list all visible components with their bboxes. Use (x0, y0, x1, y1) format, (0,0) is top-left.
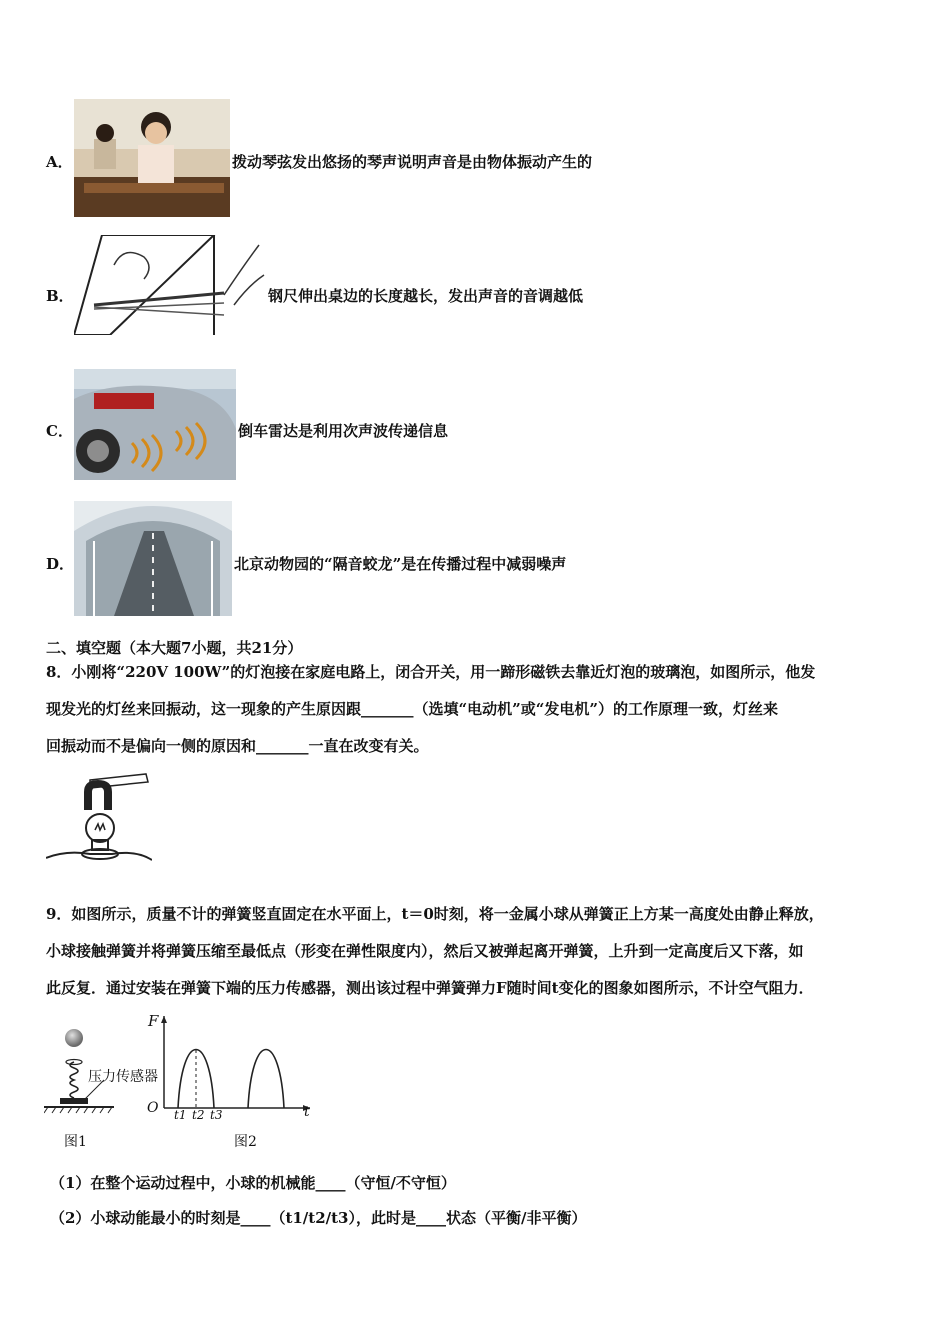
q9-sub1: （1）在整个运动过程中，小球的机械能____（守恒/不守恒） (50, 1174, 456, 1192)
t2-label: t2 (192, 1108, 205, 1122)
origin-label: O (147, 1100, 159, 1116)
option-d-text: 北京动物园的“隔音蛟龙”是在传播过程中减弱噪声 (234, 555, 567, 573)
q8-line2: 现发光的灯丝来回振动，这一现象的产生原因跟_______（选填“电动机”或“发电机”）的工作原理一致，灯丝来 (46, 700, 779, 718)
q8-line3: 回振动而不是偏向一侧的原因和_______一直在改变有关。 (46, 737, 429, 755)
option-a-letter: A． (46, 153, 73, 171)
option-d-letter: D． (46, 555, 75, 573)
sensor-label: 压力传感器 (88, 1069, 158, 1085)
option-c-text: 倒车雷达是利用次声波传递信息 (238, 422, 449, 440)
car-radar-photo (74, 369, 236, 480)
axis-f-label: F (148, 1012, 159, 1030)
option-c-letter: C． (46, 422, 73, 440)
guzheng-photo (74, 99, 230, 217)
q9-line1: 9．如图所示，质量不计的弹簧竖直固定在水平面上，t＝0时刻，将一金属小球从弹簧正上方某一高度处由静止释放， (46, 905, 824, 923)
q9-line3: 此反复．通过安装在弹簧下端的压力传感器，测出该过程中弹簧弹力F随时间t变化的图象如图所示，不计空气阻力． (46, 979, 814, 997)
option-b-letter: B． (46, 287, 74, 305)
option-b-text: 钢尺伸出桌边的长度越长，发出声音的音调越低 (268, 287, 584, 305)
metal-ball (65, 1029, 83, 1047)
q8-text (46, 654, 906, 765)
option-a-text: 拨动琴弦发出悠扬的琴声说明声音是由物体振动产生的 (232, 153, 593, 171)
noise-tunnel-photo (74, 501, 232, 616)
magnet-bulb-figure (46, 770, 152, 868)
q9-text (46, 896, 906, 1007)
figure-2-label: 图2 (234, 1134, 257, 1150)
ruler-table-drawing (74, 235, 270, 335)
q9-line2: 小球接触弹簧并将弹簧压缩至最低点（形变在弹性限度内），然后又被弹起离开弹簧，上升到一定高度后又下落，如 (46, 942, 804, 960)
q8-line1: 8．小刚将“220V 100W”的灯泡接在家庭电路上，闭合开关，用一蹄形磁铁去靠近灯泡的玻璃泡，如图所示，他发 (46, 663, 816, 681)
spring (70, 1062, 78, 1098)
force-time-graph (140, 1010, 320, 1128)
axis-t-label: t (304, 1104, 310, 1120)
t3-label: t3 (210, 1108, 223, 1122)
q9-sub2: （2）小球动能最小的时刻是____（t1/t2/t3），此时是____状态（平衡/非平衡） (50, 1209, 587, 1227)
t1-label: t1 (174, 1108, 187, 1122)
force-curve-2 (248, 1050, 284, 1109)
pressure-sensor (60, 1098, 88, 1104)
figure-1-label: 图1 (64, 1134, 87, 1150)
section-title: 二、填空题（本大题7小题，共21分） (46, 639, 303, 657)
